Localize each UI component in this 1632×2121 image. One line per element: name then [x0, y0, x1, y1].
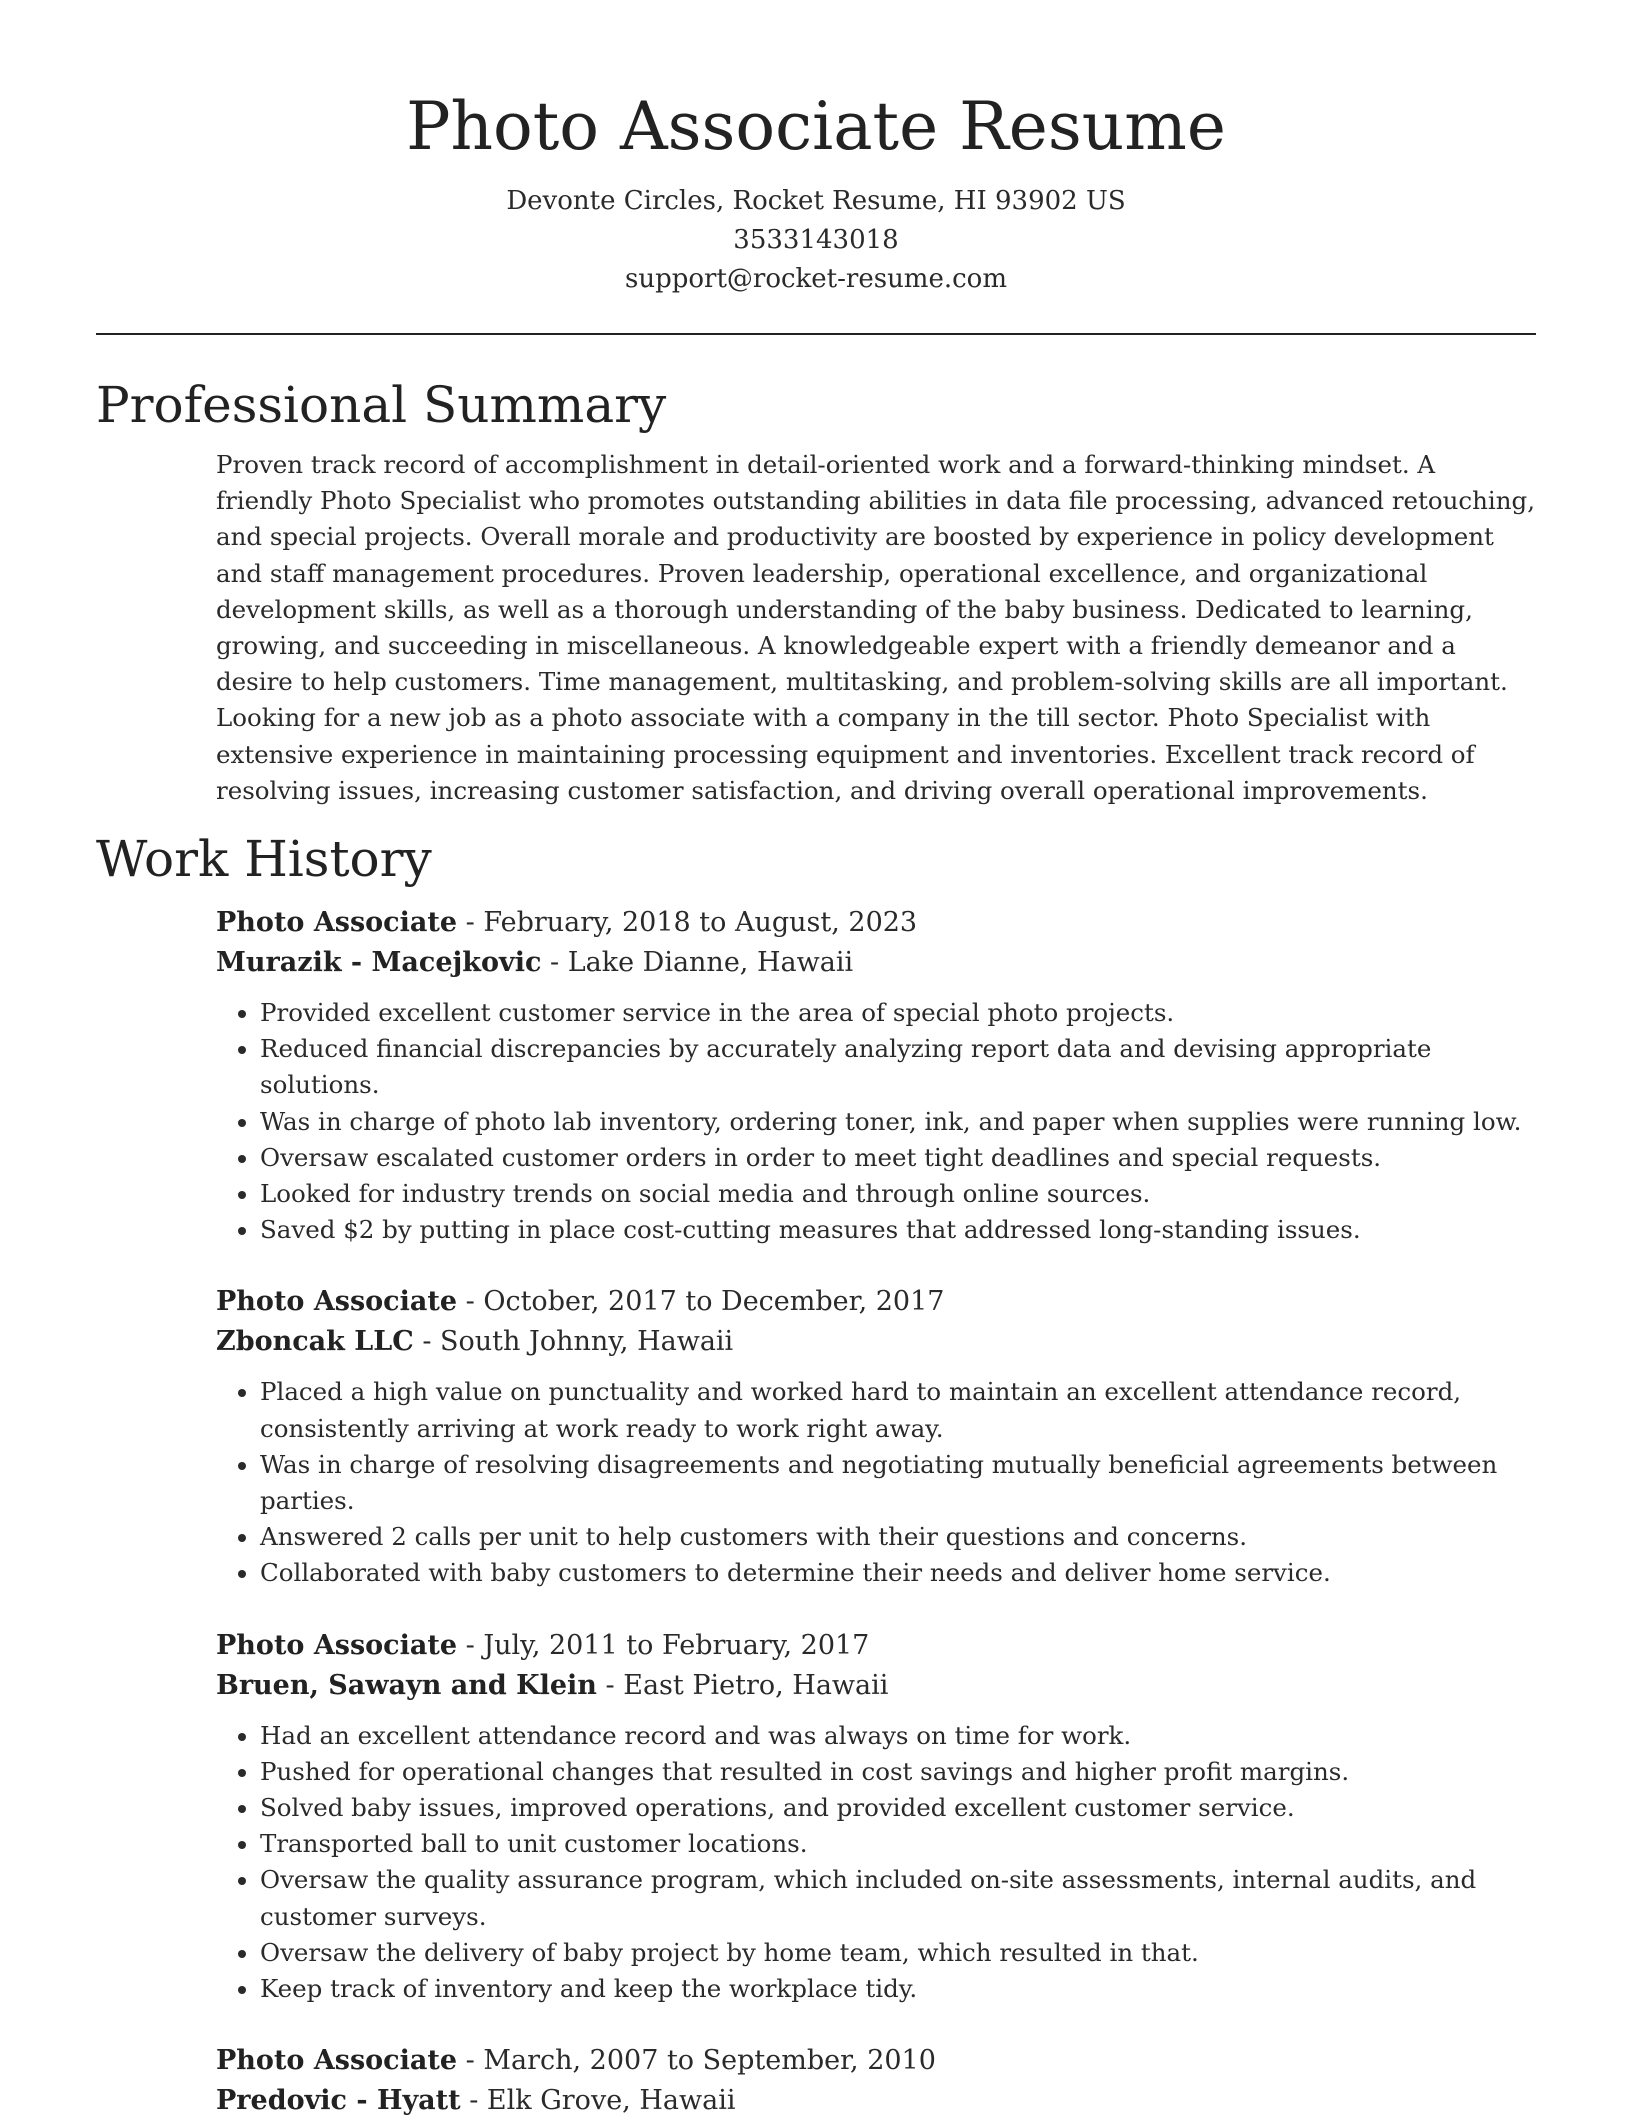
work-history-list: [96, 903, 1536, 2121]
job-title: Photo Associate: [216, 907, 458, 939]
job-location: Elk Grove, Hawaii: [486, 2085, 736, 2117]
job-dates: February, 2018 to August, 2023: [483, 907, 918, 939]
job-location: Lake Dianne, Hawaii: [567, 947, 854, 979]
job-duty-item: • Oversaw the delivery of baby project by home team, which resulted in that.: [260, 1935, 1536, 1971]
header-divider: [96, 333, 1536, 335]
job-entry: [216, 1626, 1536, 2008]
job-duty-item: • Placed a high value on punctuality and worked hard to maintain an excellent attendance record, consistently arriving at work ready to work right away.: [260, 1374, 1536, 1446]
resume-title: Photo Associate Resume: [406, 88, 1226, 165]
contact-block: [96, 182, 1536, 299]
job-title-line: Photo Associate - February, 2018 to August, 2023: [216, 907, 918, 939]
job-duty-item: • Transported ball to unit customer locations.: [260, 1826, 1536, 1862]
job-duty-item: • Keep track of inventory and keep the workplace tidy.: [260, 1971, 1536, 2007]
job-company-line: Predovic - Hyatt - Elk Grove, Hawaii: [216, 2085, 736, 2117]
job-duty-item: • Pushed for operational changes that resulted in cost savings and higher profit margins.: [260, 1754, 1536, 1790]
job-entry: [216, 1282, 1536, 1591]
job-title: Photo Associate: [216, 2045, 458, 2077]
job-duty-item: • Oversaw escalated customer orders in order to meet tight deadlines and special requests.: [260, 1140, 1536, 1176]
job-duty-item: • Oversaw the quality assurance program, which included on-site assessments, internal audits, and customer surveys.: [260, 1862, 1536, 1934]
job-company: Zboncak LLC: [216, 1326, 414, 1358]
job-duty-item: • Reduced financial discrepancies by accurately analyzing report data and devising appropriate solutions.: [260, 1031, 1536, 1103]
job-title: Photo Associate: [216, 1629, 458, 1661]
job-duty-item: • Provided excellent customer service in the area of special photo projects.: [260, 995, 1536, 1031]
job-company: Bruen, Sawayn and Klein: [216, 1669, 597, 1701]
job-duty-item: • Was in charge of photo lab inventory, ordering toner, ink, and paper when supplies were running low.: [260, 1104, 1536, 1140]
summary-text: Proven track record of accomplishment in detail-oriented work and a forward-thinking mindset. A friendly Photo Specialist who promotes outstanding abilities in data file processing, advanced retouching, and special projects. Overall morale and productivity are boosted by experience in policy development and staff management procedures. Proven leadership, operational excellence, and organizational development skills, as well as a thorough understanding of the baby business. Dedicated to learning, growing, and succeeding in miscellaneous. A knowledgeable expert with a friendly demeanor and a desire to help customers. Time management, multitasking, and problem-solving skills are all important. Looking for a new job as a photo associate with a company in the till sector. Photo Specialist with extensive experience in maintaining processing equipment and inventories. Excellent track record of resolving issues, increasing customer satisfaction, and driving overall operational improvements.: [216, 450, 1536, 805]
job-title-line: Photo Associate - July, 2011 to February, 2017: [216, 1629, 870, 1661]
job-duty-item: • Looked for industry trends on social media and through online sources.: [260, 1176, 1536, 1212]
job-title: Photo Associate: [216, 1286, 458, 1318]
job-duties-list: [216, 1374, 1536, 1591]
email-address: support@rocket-resume.com: [624, 264, 1007, 294]
professional-summary-heading: Professional Summary: [96, 376, 667, 434]
job-location: East Pietro, Hawaii: [623, 1669, 889, 1701]
job-duty-item: • Answered 2 calls per unit to help customers with their questions and concerns.: [260, 1519, 1536, 1555]
job-company-line: Murazik - Macejkovic - Lake Dianne, Hawaii: [216, 947, 854, 979]
job-location: South Johnny, Hawaii: [440, 1326, 734, 1358]
summary-section: [96, 447, 1536, 809]
work-history-heading: Work History: [96, 830, 432, 889]
job-company: Murazik - Macejkovic: [216, 947, 542, 979]
job-duty-item: • Was in charge of resolving disagreements and negotiating mutually beneficial agreements between parties.: [260, 1447, 1536, 1519]
phone-number: 3533143018: [733, 225, 899, 255]
job-company-line: Zboncak LLC - South Johnny, Hawaii: [216, 1326, 734, 1358]
job-dates: March, 2007 to September, 2010: [483, 2045, 936, 2077]
job-dates: July, 2011 to February, 2017: [483, 1629, 870, 1661]
job-dates: October, 2017 to December, 2017: [483, 1286, 945, 1318]
resume-header: [96, 0, 1536, 299]
job-title-line: Photo Associate - October, 2017 to December, 2017: [216, 1286, 945, 1318]
job-company: Predovic - Hyatt: [216, 2085, 461, 2117]
job-duty-item: • Had an excellent attendance record and was always on time for work.: [260, 1718, 1536, 1754]
job-entry: [216, 903, 1536, 1248]
job-title-line: Photo Associate - March, 2007 to September, 2010: [216, 2045, 936, 2077]
job-duty-item: • Saved $2 by putting in place cost-cutting measures that addressed long-standing issues.: [260, 1212, 1536, 1248]
job-duties-list: [216, 1718, 1536, 2008]
job-company-line: Bruen, Sawayn and Klein - East Pietro, Hawaii: [216, 1669, 889, 1701]
job-duties-list: [216, 995, 1536, 1248]
job-duty-item: • Solved baby issues, improved operations, and provided excellent customer service.: [260, 1790, 1536, 1826]
job-duty-item: • Collaborated with baby customers to determine their needs and deliver home service.: [260, 1555, 1536, 1591]
job-entry: [216, 2041, 1536, 2121]
address: Devonte Circles, Rocket Resume, HI 93902 US: [506, 186, 1126, 216]
